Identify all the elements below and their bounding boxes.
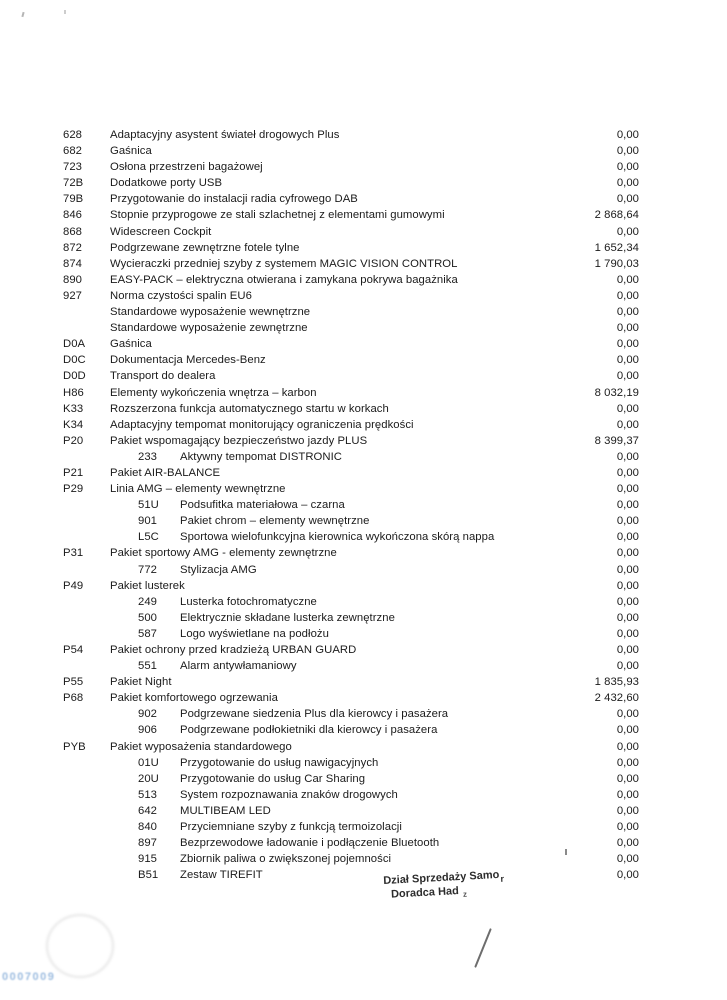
- option-price: 8 032,19: [594, 386, 639, 399]
- option-code: D0C: [63, 354, 86, 367]
- option-row: [63, 739, 639, 755]
- option-description: Rozszerzona funkcja automatycznego startu w korkach: [110, 402, 389, 415]
- option-description: Stylizacja AMG: [180, 563, 257, 576]
- option-price: 1 790,03: [594, 257, 639, 270]
- option-row: [63, 304, 639, 320]
- option-row: [63, 159, 639, 175]
- option-code: 01U: [138, 756, 159, 769]
- option-price: 0,00: [616, 853, 639, 866]
- option-description: Standardowe wyposażenie zewnętrzne: [110, 322, 308, 335]
- option-code: PYB: [63, 740, 86, 753]
- option-price: 0,00: [616, 627, 639, 640]
- option-description: Alarm antywłamaniowy: [180, 660, 297, 673]
- option-row: [63, 127, 639, 143]
- option-row: [63, 851, 639, 867]
- scan-artifact-mark: [21, 12, 24, 17]
- option-description: Pakiet sportowy AMG - elementy zewnętrzne: [110, 547, 337, 560]
- option-code: H86: [63, 386, 84, 399]
- option-row: [63, 207, 639, 223]
- option-code: B51: [138, 869, 159, 882]
- option-price: 0,00: [616, 338, 639, 351]
- option-row: [63, 787, 639, 803]
- option-code: 901: [138, 515, 157, 528]
- option-price: 0,00: [616, 289, 639, 302]
- option-code: P21: [63, 466, 84, 479]
- option-price: 2 868,64: [594, 209, 639, 222]
- option-price: 0,00: [616, 145, 639, 158]
- option-price: 0,00: [616, 177, 639, 190]
- option-price: 0,00: [616, 466, 639, 479]
- option-price: 0,00: [616, 499, 639, 512]
- option-row: [63, 610, 639, 626]
- option-code: 500: [138, 611, 157, 624]
- option-code: P49: [63, 579, 84, 592]
- option-code: P54: [63, 644, 84, 656]
- option-price: 0,00: [616, 225, 639, 238]
- option-description: Norma czystości spalin EU6: [110, 289, 252, 302]
- option-code: P55: [63, 676, 84, 689]
- option-price: 0,00: [616, 579, 639, 592]
- option-price: 0,00: [616, 402, 639, 415]
- option-description: Widescreen Cockpit: [110, 225, 212, 238]
- option-code: 51U: [138, 499, 159, 512]
- option-code: K33: [63, 402, 84, 415]
- option-code: 249: [138, 595, 157, 608]
- option-code: D0D: [63, 370, 86, 383]
- option-row: [63, 803, 639, 819]
- option-code: 897: [138, 837, 157, 850]
- scan-artifact-mark: [64, 10, 66, 14]
- stamp-line-1-text: Dział Sprzedaży Samo: [383, 868, 500, 887]
- option-code: 551: [138, 660, 157, 673]
- corner-watermark: 0007009: [2, 971, 56, 983]
- option-code: 902: [138, 708, 157, 721]
- option-price: 0,00: [616, 129, 639, 141]
- option-row: [63, 771, 639, 787]
- option-code: 628: [63, 129, 82, 141]
- option-code: 20U: [138, 772, 159, 785]
- option-code: 723: [63, 161, 82, 174]
- option-description: EASY-PACK – elektryczna otwierana i zamykana pokrywa bagażnika: [110, 273, 458, 286]
- option-description: MULTIBEAM LED: [180, 804, 271, 817]
- option-row: [63, 497, 639, 513]
- option-description: Gaśnica: [110, 338, 152, 351]
- option-code: P31: [63, 547, 84, 560]
- option-description: Pakiet komfortowego ogrzewania: [110, 692, 278, 705]
- option-description: Bezprzewodowe ładowanie i podłączenie Bluetooth: [180, 837, 440, 850]
- option-description: Pakiet wspomagający bezpieczeństwo jazdy PLUS: [110, 434, 368, 447]
- option-description: Transport do dealera: [110, 370, 216, 383]
- option-description: Pakiet chrom – elementy wewnętrzne: [180, 515, 370, 528]
- option-row: [63, 385, 639, 401]
- option-price: 0,00: [616, 483, 639, 496]
- option-price: 0,00: [616, 354, 639, 367]
- option-description: Podgrzewane siedzenia Plus dla kierowcy i pasażera: [180, 708, 449, 721]
- option-price: 0,00: [616, 660, 639, 673]
- option-price: 0,00: [616, 161, 639, 174]
- option-price: 0,00: [616, 306, 639, 319]
- option-code: 772: [138, 563, 157, 576]
- option-row: [63, 352, 639, 368]
- option-row: [63, 529, 639, 545]
- option-description: Przyciemniane szyby z funkcją termoizolacji: [180, 821, 402, 834]
- option-row: [63, 191, 639, 207]
- option-row: [63, 288, 639, 304]
- option-row: [63, 658, 639, 674]
- option-description: Pakiet wyposażenia standardowego: [110, 740, 292, 753]
- option-description: Przygotowanie do usług Car Sharing: [180, 772, 366, 785]
- option-description: Elektrycznie składane lusterka zewnętrzne: [180, 611, 395, 624]
- option-price: 0,00: [616, 547, 639, 560]
- option-code: D0A: [63, 338, 86, 351]
- option-description: Zestaw TIREFIT: [180, 869, 263, 882]
- option-code: 874: [63, 257, 82, 270]
- option-price: 0,00: [616, 756, 639, 769]
- option-price: 0,00: [616, 788, 639, 801]
- option-row: [63, 320, 639, 336]
- option-code: 915: [138, 853, 157, 866]
- option-price: 0,00: [616, 531, 639, 544]
- option-row: [63, 755, 639, 771]
- option-description: Osłona przestrzeni bagażowej: [110, 161, 263, 174]
- option-row: [63, 224, 639, 240]
- option-description: Podgrzewane zewnętrzne fotele tylne: [110, 241, 300, 254]
- option-row: [63, 465, 639, 481]
- option-row: [63, 819, 639, 835]
- option-price: 2 432,60: [594, 692, 639, 705]
- option-price: 0,00: [616, 322, 639, 335]
- option-description: Wycieraczki przedniej szyby z systemem MAGIC VISION CONTROL: [110, 257, 458, 270]
- option-price: 8 399,37: [594, 434, 639, 447]
- option-row: [63, 626, 639, 642]
- option-code: 642: [138, 804, 157, 817]
- option-description: Adaptacyjny asystent świateł drogowych Plus: [110, 129, 340, 141]
- option-price: 0,00: [616, 821, 639, 834]
- option-code: 872: [63, 241, 82, 254]
- option-description: Pakiet AIR-BALANCE: [110, 466, 221, 479]
- option-price: 0,00: [616, 450, 639, 463]
- option-description: Gaśnica: [110, 145, 152, 158]
- option-row: [63, 867, 639, 883]
- option-code: 72B: [63, 177, 84, 190]
- option-row: [63, 433, 639, 449]
- option-price: 0,00: [616, 804, 639, 817]
- option-row: [63, 594, 639, 610]
- option-row: [63, 513, 639, 529]
- stamp-line-1-suffix: r: [500, 873, 505, 884]
- option-row: [63, 368, 639, 384]
- option-description: Standardowe wyposażenie wewnętrzne: [110, 306, 311, 319]
- option-code: 890: [63, 273, 82, 286]
- option-code: P29: [63, 483, 84, 496]
- stamp-line-2-text: Doradca Had: [390, 885, 460, 901]
- option-code: K34: [63, 418, 84, 431]
- option-price: 0,00: [616, 273, 639, 286]
- option-description: Aktywny tempomat DISTRONIC: [180, 450, 342, 463]
- option-row: [63, 578, 639, 594]
- option-description: Elementy wykończenia wnętrza – karbon: [110, 386, 317, 399]
- option-row: [63, 401, 639, 417]
- option-row: [63, 481, 639, 497]
- option-row: [63, 175, 639, 191]
- option-description: Podsufitka materiałowa – czarna: [180, 499, 345, 512]
- option-price: 1 835,93: [594, 676, 639, 689]
- option-row: [63, 417, 639, 433]
- option-code: 906: [138, 724, 157, 737]
- option-code: 840: [138, 821, 157, 834]
- option-row: [63, 143, 639, 159]
- option-description: Sportowa wielofunkcyjna kierownica wykończona skórą nappa: [180, 531, 495, 544]
- option-price: 0,00: [616, 563, 639, 576]
- option-row: [63, 256, 639, 272]
- option-description: Lusterka fotochromatyczne: [180, 595, 317, 608]
- option-code: 682: [63, 145, 82, 158]
- dealer-stamp: [383, 869, 505, 902]
- option-row: [63, 336, 639, 352]
- option-description: Stopnie przyprogowe ze stali szlachetnej z elementami gumowymi: [110, 209, 445, 222]
- option-description: Pakiet Night: [110, 676, 172, 689]
- option-description: Logo wyświetlane na podłożu: [180, 627, 329, 640]
- option-code: 79B: [63, 193, 84, 206]
- option-price: 0,00: [616, 595, 639, 608]
- option-description: Przygotowanie do usług nawigacyjnych: [180, 756, 379, 769]
- handwritten-signature-stroke: [474, 928, 492, 968]
- option-description: System rozpoznawania znaków drogowych: [180, 788, 398, 801]
- option-description: Przygotowanie do instalacji radia cyfrowego DAB: [110, 193, 358, 206]
- option-description: Podgrzewane podłokietniki dla kierowcy i pasażera: [180, 724, 438, 737]
- option-row: [63, 674, 639, 690]
- option-price: 0,00: [616, 515, 639, 528]
- option-price: 0,00: [616, 837, 639, 850]
- option-description: Pakiet ochrony przed kradzieżą URBAN GUARD: [110, 644, 357, 656]
- option-code: 233: [138, 450, 157, 463]
- option-row: [63, 449, 639, 465]
- option-row: [63, 642, 639, 658]
- options-table: [63, 127, 639, 883]
- faint-round-stamp: [46, 914, 114, 978]
- option-description: Dokumentacja Mercedes-Benz: [110, 354, 266, 367]
- option-price: 1 652,34: [594, 241, 639, 254]
- option-code: 927: [63, 289, 82, 302]
- option-price: 0,00: [616, 708, 639, 721]
- option-price: 0,00: [616, 869, 639, 882]
- stamp-line-2-suffix: z: [462, 889, 468, 899]
- option-code: L5C: [138, 531, 159, 544]
- option-price: 0,00: [616, 724, 639, 737]
- option-price: 0,00: [616, 418, 639, 431]
- option-price: 0,00: [616, 644, 639, 656]
- option-description: Adaptacyjny tempomat monitorujący ograniczenia prędkości: [110, 418, 414, 431]
- option-row: [63, 240, 639, 256]
- option-code: 846: [63, 209, 82, 222]
- option-row: [63, 272, 639, 288]
- option-description: Zbiornik paliwa o zwiększonej pojemności: [180, 853, 392, 866]
- option-description: Linia AMG – elementy wewnętrzne: [110, 483, 286, 496]
- option-row: [63, 690, 639, 706]
- option-price: 0,00: [616, 370, 639, 383]
- option-code: P68: [63, 692, 84, 705]
- option-description: Pakiet lusterek: [110, 579, 185, 592]
- option-code: 868: [63, 225, 82, 238]
- option-code: P20: [63, 434, 84, 447]
- option-row: [63, 722, 639, 738]
- option-price: 0,00: [616, 772, 639, 785]
- option-code: 587: [138, 627, 157, 640]
- option-row: [63, 706, 639, 722]
- option-row: [63, 545, 639, 561]
- option-row: [63, 562, 639, 578]
- option-price: 0,00: [616, 740, 639, 753]
- option-price: 0,00: [616, 193, 639, 206]
- option-code: 513: [138, 788, 157, 801]
- option-description: Dodatkowe porty USB: [110, 177, 223, 190]
- scan-artifact-mark: [565, 849, 567, 855]
- option-price: 0,00: [616, 611, 639, 624]
- option-row: [63, 835, 639, 851]
